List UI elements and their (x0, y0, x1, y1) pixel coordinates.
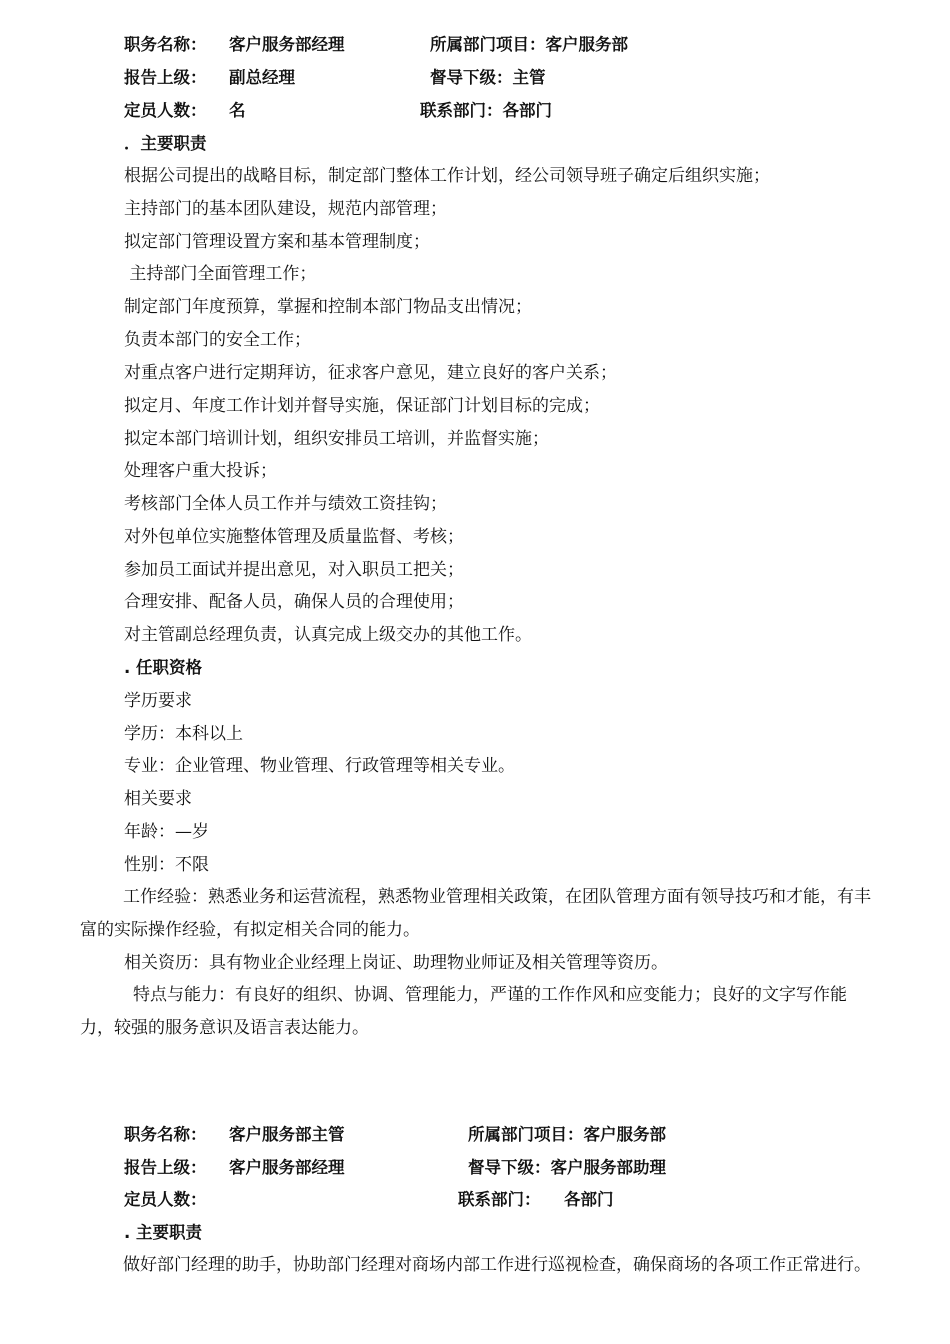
duty-item: 拟定部门管理设置方案和基本管理制度； (124, 232, 430, 252)
job1-credentials: 相关资历：具有物业企业经理上岗证、助理物业师证及相关管理等资历。 (124, 953, 668, 973)
qual-item: 专业：企业管理、物业管理、行政管理等相关专业。 (124, 756, 515, 776)
duty-item: 考核部门全体人员工作并与绩效工资挂钩； (124, 494, 447, 514)
duty-item: 处理客户重大投诉； (124, 461, 277, 481)
duty-item: 负责本部门的安全工作； (124, 330, 311, 350)
job2-title-label: 职务名称： (124, 1125, 207, 1144)
duty-item: 对主管副总经理负责，认真完成上级交办的其他工作。 (124, 625, 532, 645)
job1-traits (80, 979, 880, 1045)
job1-qual-heading: . 任职资格 (124, 658, 203, 677)
duty-item: 对外包单位实施整体管理及质量监督、考核； (124, 527, 464, 547)
experience-text: 工作经验：熟悉业务和运营流程，熟悉物业管理相关政策，在团队管理方面有领导技巧和才能，有丰富的实际操作经验，有拟定相关合同的能力。 (80, 887, 871, 940)
duty-para-text: 做好部门经理的助手，协助部门经理对商场内部工作进行巡视检查，确保商场的各项工作正常进行。 (123, 1255, 871, 1275)
duty-item: 拟定本部门培训计划，组织安排员工培训，并监督实施； (124, 429, 549, 449)
job1-supervise: 督导下级：主管 (430, 68, 546, 87)
job1-report-value: 副总经理 (229, 68, 295, 87)
job2-dept: 所属部门项目：客户服务部 (468, 1125, 666, 1144)
job1-contact: 联系部门：各部门 (420, 101, 552, 120)
job2-title-value: 客户服务部主管 (229, 1125, 345, 1144)
qual-item: 相关要求 (124, 789, 192, 809)
duty-item: 根据公司提出的战略目标，制定部门整体工作计划，经公司领导班子确定后组织实施； (124, 166, 770, 186)
duty-item: 拟定月、年度工作计划并督导实施，保证部门计划目标的完成； (124, 396, 600, 416)
job1-report-label: 报告上级： (124, 68, 207, 87)
job1-duties-heading: ．主要职责 (124, 134, 207, 153)
job1-staff-label: 定员人数： (124, 101, 207, 120)
job2-supervise: 督导下级：客户服务部助理 (468, 1158, 666, 1177)
job2-contact-label: 联系部门： (458, 1190, 541, 1209)
duty-item: 合理安排、配备人员，确保人员的合理使用； (124, 592, 464, 612)
duty-item: 对重点客户进行定期拜访，征求客户意见，建立良好的客户关系； (124, 363, 617, 383)
job2-contact-value: 各部门 (564, 1190, 614, 1209)
duty-item: 主持部门全面管理工作； (124, 264, 317, 284)
job2-report-label: 报告上级： (124, 1158, 207, 1177)
job1-experience (80, 881, 880, 947)
duty-item: 主持部门的基本团队建设，规范内部管理； (124, 199, 447, 219)
job1-title-value: 客户服务部经理 (229, 35, 345, 54)
traits-text: 特点与能力：有良好的组织、协调、管理能力，严谨的工作作风和应变能力；良好的文字写作能力，较强的服务意识及语言表达能力。 (80, 985, 847, 1038)
qual-item: 学历要求 (124, 691, 192, 711)
job2-staff-label: 定员人数： (124, 1190, 207, 1209)
qual-item: 性别：不限 (124, 855, 209, 875)
job2-duty-para (80, 1249, 880, 1282)
qual-item: 年龄：—岁 (124, 822, 209, 842)
job2-duties-heading: . 主要职责 (124, 1223, 203, 1242)
job1-staff-value: 名 (229, 101, 246, 120)
duty-item: 参加员工面试并提出意见，对入职员工把关； (124, 560, 464, 580)
job1-title-label: 职务名称： (124, 35, 207, 54)
job2-report-value: 客户服务部经理 (229, 1158, 345, 1177)
duty-item: 制定部门年度预算，掌握和控制本部门物品支出情况； (124, 297, 532, 317)
qual-item: 学历：本科以上 (124, 724, 243, 744)
job1-dept: 所属部门项目：客户服务部 (430, 35, 628, 54)
